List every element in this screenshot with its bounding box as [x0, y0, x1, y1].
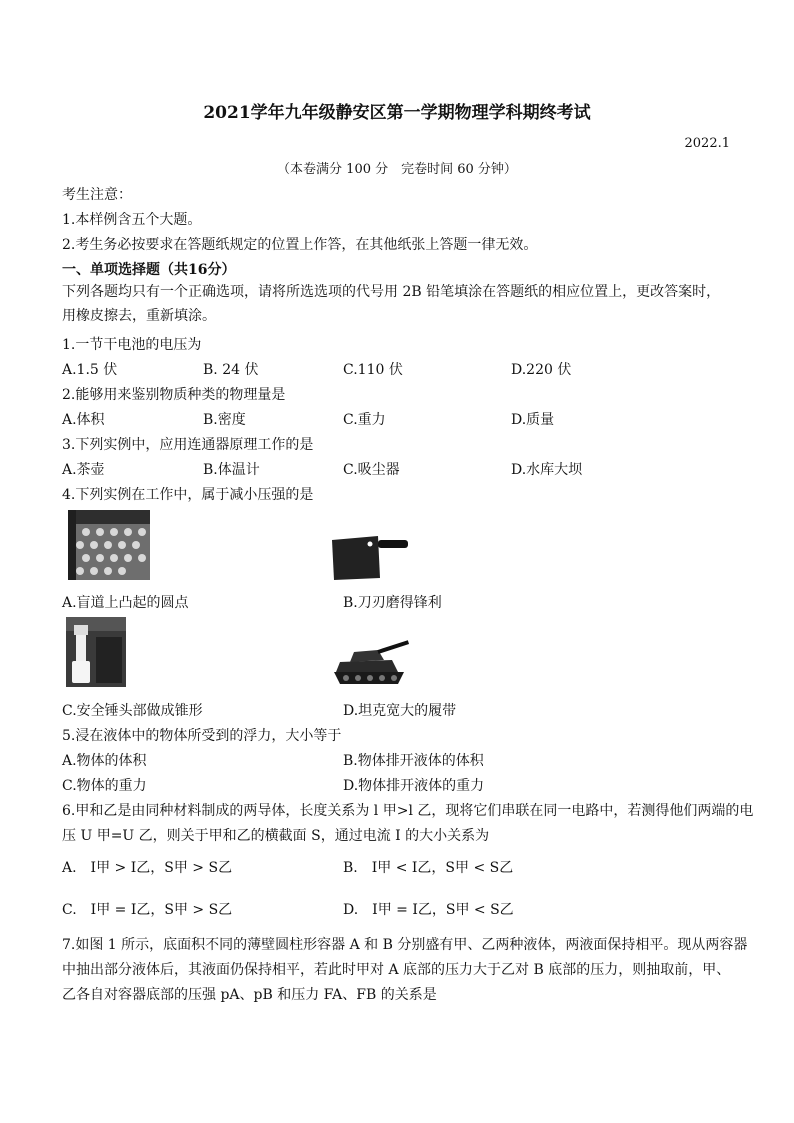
tactile-paving-image	[68, 510, 150, 580]
question-7-line-3: 乙各自对容器底部的压强 pA、pB 和压力 FA、FB 的关系是	[62, 987, 437, 1003]
q6-option-d: D. I甲 = I乙，S甲 < S乙	[343, 902, 514, 918]
question-6-line-1: 6.甲和乙是由同种材料制成的两导体，长度关系为 l 甲>l 乙，现将它们串联在同一电路中，若测得他们两端的电	[62, 803, 754, 819]
question-3-stem: 3.下列实例中，应用连通器原理工作的是	[62, 437, 314, 453]
tank-image	[328, 636, 412, 688]
notes-heading: 考生注意：	[62, 187, 132, 203]
exam-title: 2021学年九年级静安区第一学期物理学科期终考试	[203, 103, 591, 123]
q3-option-d: D.水库大坝	[511, 462, 583, 478]
q1-option-d: D.220 伏	[511, 362, 572, 378]
question-7-line-2: 中抽出部分液体后，其液面仍保持相平，若此时甲对 A 底部的压力大于乙对 B 底部的压力，则抽取前，甲、	[62, 962, 731, 978]
exam-date: 2022.1	[684, 136, 730, 151]
question-1-stem: 1.一节干电池的电压为	[62, 337, 202, 353]
note-1: 1.本样例含五个大题。	[62, 212, 202, 228]
q4-option-d: D.坦克宽大的履带	[343, 703, 457, 719]
q4-option-b: B.刀刃磨得锋利	[343, 595, 442, 611]
q5-option-b: B.物体排开液体的体积	[343, 753, 484, 769]
q6-option-b: B. I甲 < I乙，S甲 < S乙	[343, 860, 514, 876]
q6-option-a: A. I甲 > I乙，S甲 > S乙	[62, 860, 233, 876]
q2-option-a: A.体积	[62, 412, 105, 428]
q6-option-c: C. I甲 = I乙，S甲 > S乙	[62, 902, 233, 918]
question-5-stem: 5.浸在液体中的物体所受到的浮力，大小等于	[62, 728, 342, 744]
section-heading: 一、单项选择题（共16分）	[62, 262, 236, 278]
q2-option-b: B.密度	[203, 412, 246, 428]
question-2-stem: 2.能够用来鉴别物质种类的物理量是	[62, 387, 286, 403]
cleaver-knife-image	[330, 530, 410, 582]
q1-option-a: A.1.5 伏	[62, 362, 118, 378]
q1-option-b: B. 24 伏	[203, 362, 259, 378]
exam-subtitle: （本卷满分 100 分 完卷时间 60 分钟）	[277, 162, 517, 177]
question-7-line-1: 7.如图 1 所示，底面积不同的薄壁圆柱形容器 A 和 B 分别盛有甲、乙两种液体，两液面保持相平。现从两容器	[62, 937, 748, 953]
q4-option-a: A.盲道上凸起的圆点	[62, 595, 189, 611]
q3-option-a: A.茶壶	[62, 462, 105, 478]
q5-option-d: D.物体排开液体的重力	[343, 778, 485, 794]
question-6-line-2: 压 U 甲=U 乙，则关于甲和乙的横截面 S，通过电流 I 的大小关系为	[62, 828, 490, 844]
q3-option-b: B.体温计	[203, 462, 260, 478]
safety-hammer-image	[66, 617, 126, 687]
q2-option-c: C.重力	[343, 412, 386, 428]
note-2: 2.考生务必按要求在答题纸规定的位置上作答，在其他纸张上答题一律无效。	[62, 237, 538, 253]
question-4-stem: 4.下列实例在工作中，属于减小压强的是	[62, 487, 314, 503]
q5-option-c: C.物体的重力	[62, 778, 147, 794]
section-instructions: 下列各题均只有一个正确选项，请将所选选项的代号用 2B 铅笔填涂在答题纸的相应位置上，更改答案时，用橡皮擦去，重新填涂。	[62, 284, 721, 324]
q3-option-c: C.吸尘器	[343, 462, 400, 478]
q2-option-d: D.质量	[511, 412, 555, 428]
q1-option-c: C.110 伏	[343, 362, 403, 378]
q4-option-c: C.安全锤头部做成锥形	[62, 703, 203, 719]
q5-option-a: A.物体的体积	[62, 753, 147, 769]
